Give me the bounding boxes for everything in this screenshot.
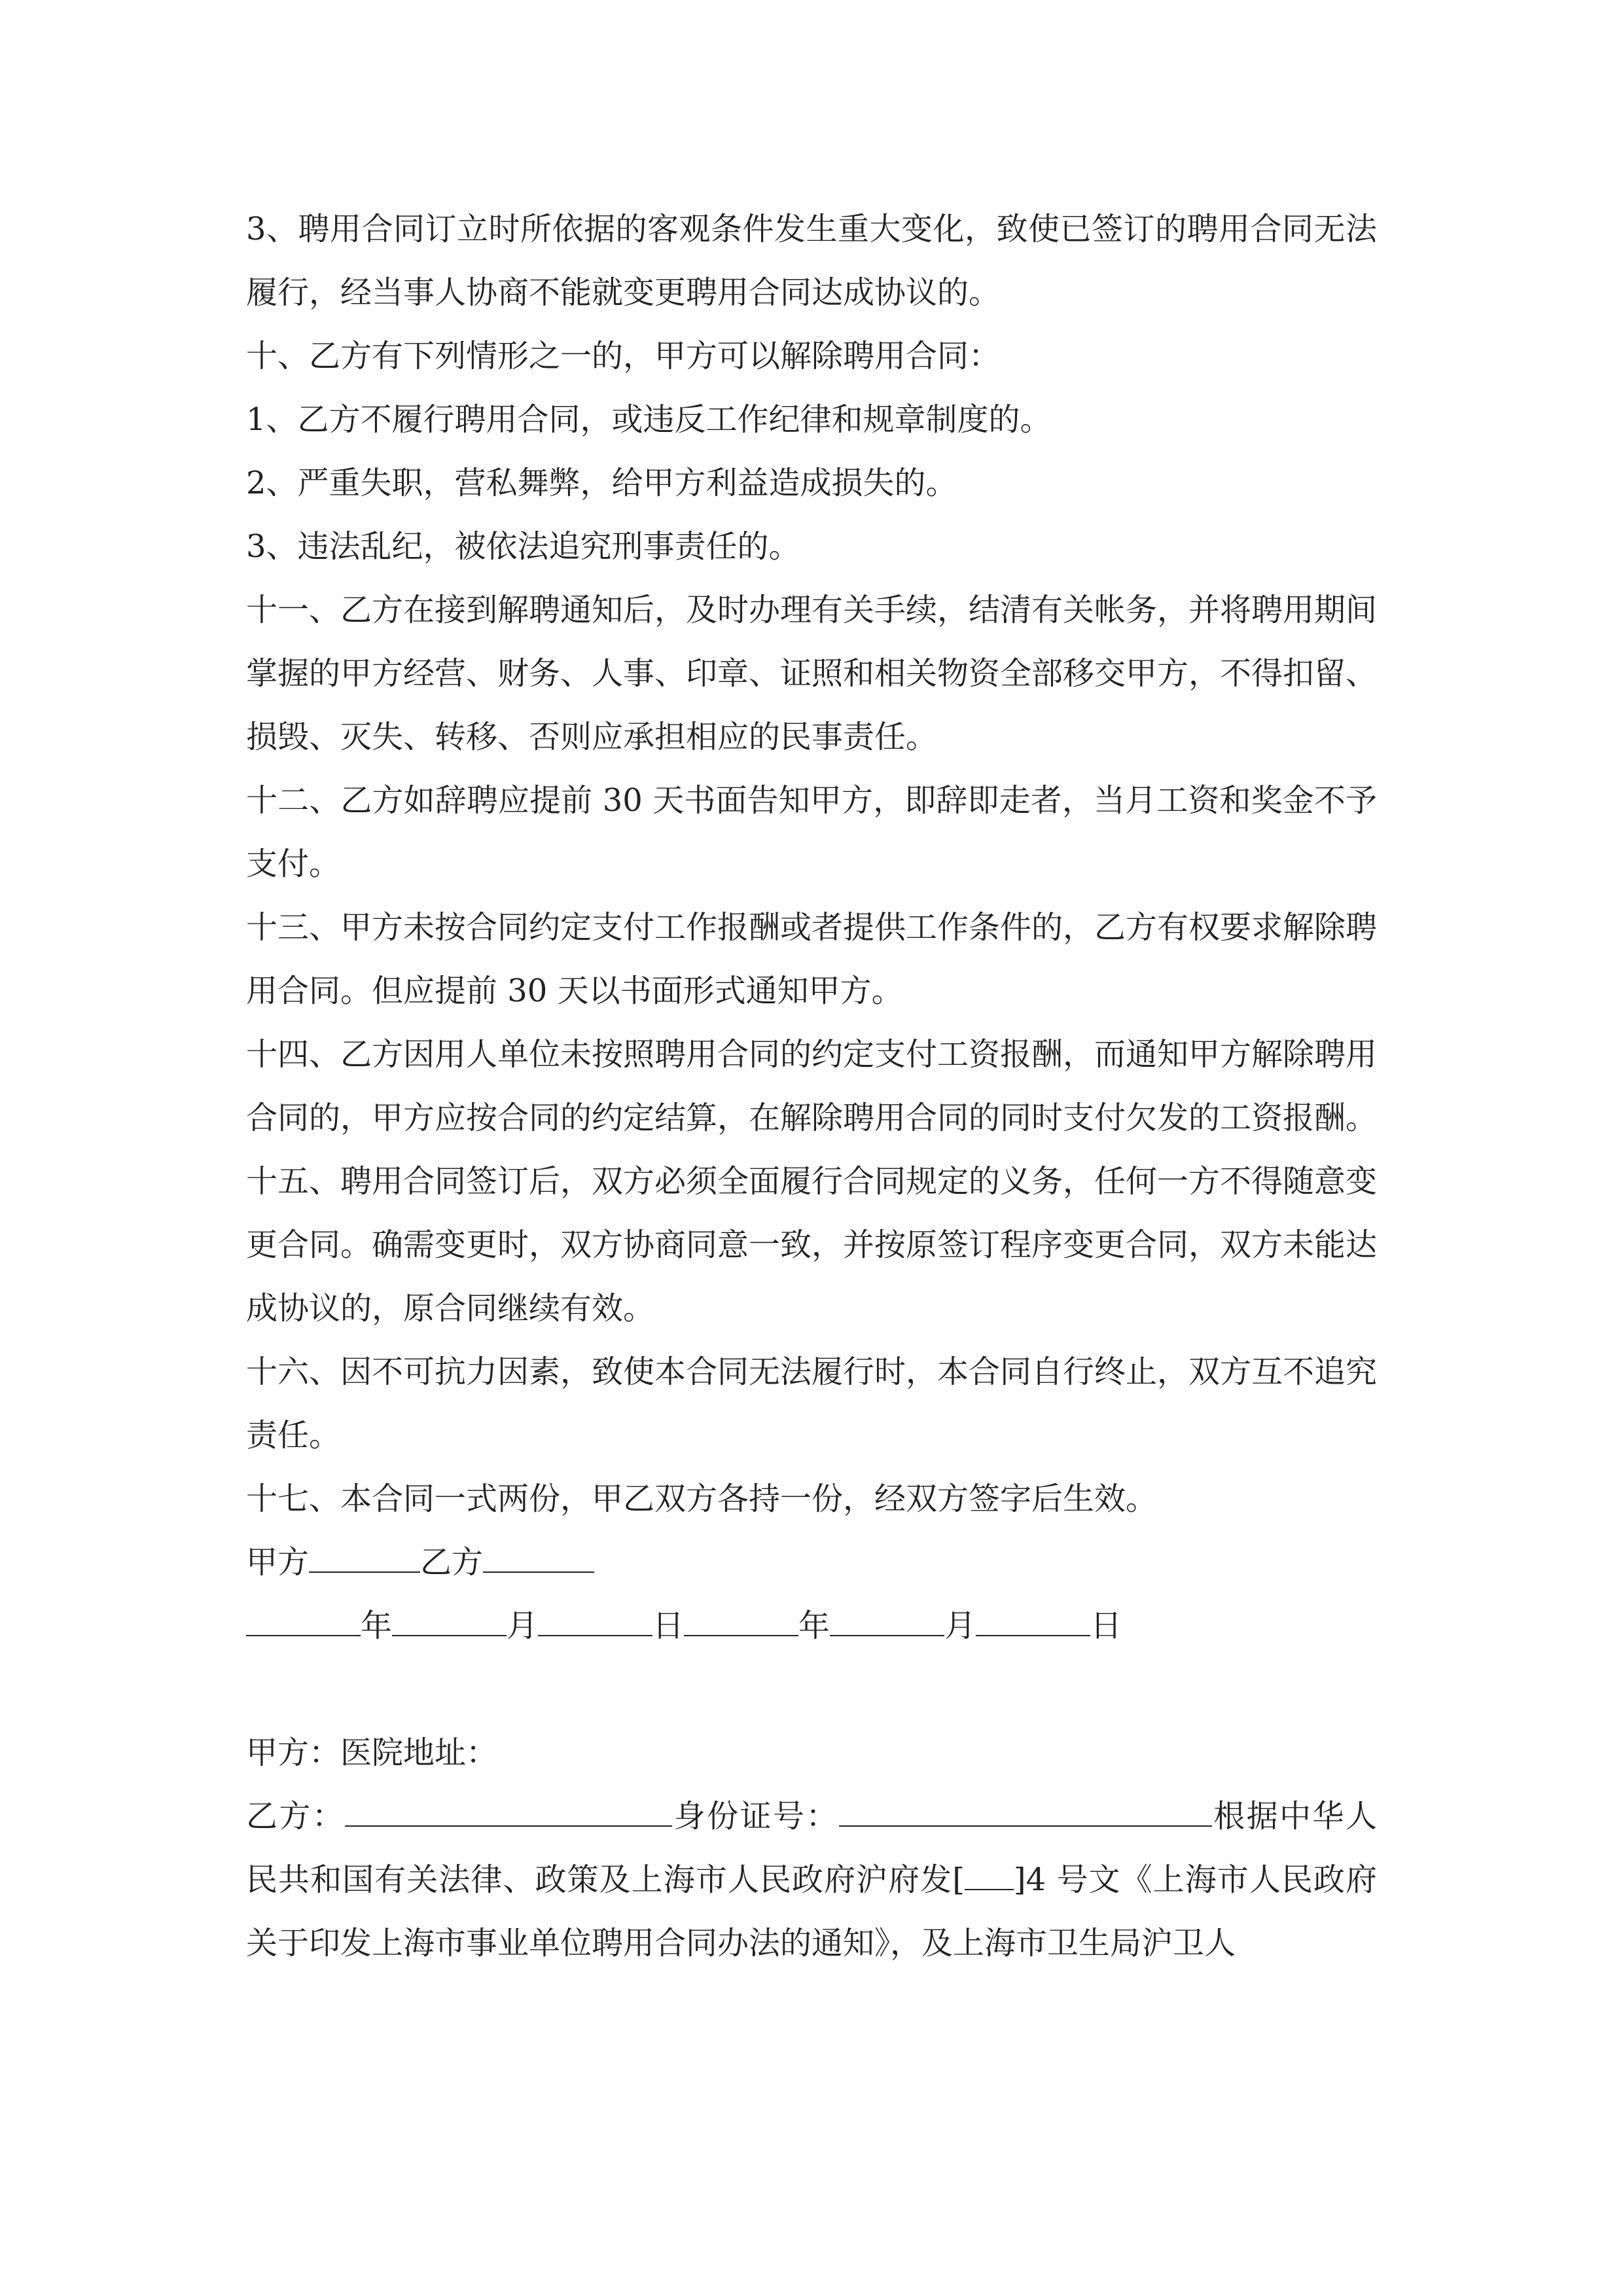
clause-13: 十三、甲方未按合同约定支付工作报酬或者提供工作条件的，乙方有权要求解除聘用合同。但应提前 30 天以书面形式通知甲方。 [246, 909, 1378, 1009]
month-label-b: 月 [944, 1607, 976, 1644]
month-label-a: 月 [507, 1607, 539, 1644]
party-b-name-label: 乙方： [246, 1798, 346, 1835]
document-page [246, 198, 1377, 1975]
month-blank-b[interactable] [830, 1609, 944, 1636]
party-a-signature-blank[interactable] [309, 1545, 420, 1573]
day-label-a: 日 [652, 1607, 685, 1644]
day-label-b: 日 [1090, 1607, 1122, 1644]
clause-10-item-3: 3、违法乱纪，被依法追究刑事责任的。 [246, 528, 800, 565]
intro-text-part-2: ]4 号文《上海市人民政府关于印发上海市事业单位聘用合同办法的通知》，及上海市卫生局沪卫人 [246, 1861, 1377, 1962]
day-blank-a[interactable] [538, 1609, 652, 1636]
clause-9-item-3: 3、聘用合同订立时所依据的客观条件发生重大变化，致使已签订的聘用合同无法履行，经当事人协商不能就变更聘用合同达成协议的。 [246, 211, 1377, 311]
clause-16: 十六、因不可抗力因素，致使本合同无法履行时，本合同自行终止，双方互不追究责任。 [246, 1354, 1378, 1454]
year-label-b: 年 [798, 1607, 830, 1644]
clause-17: 十七、本合同一式两份，甲乙双方各持一份，经双方签字后生效。 [246, 1480, 1158, 1517]
party-a-address-line: 甲方：医院地址： [246, 1734, 498, 1771]
date-line [246, 1594, 1377, 1658]
party-b-name-blank[interactable] [345, 1799, 672, 1827]
section-gap [246, 1658, 1377, 1721]
intro-text-part-1: 根据中华人民共和国有关法律、政策及上海市人民政府沪府发[ [246, 1798, 1377, 1898]
id-number-label: 身份证号： [672, 1798, 839, 1835]
year-blank-a[interactable] [246, 1609, 361, 1636]
year-label-a: 年 [361, 1607, 393, 1644]
clause-10: 十、乙方有下列情形之一的，甲方可以解除聘用合同： [246, 338, 1001, 374]
clause-12: 十二、乙方如辞聘应提前 30 天书面告知甲方，即辞即走者，当月工资和奖金不予支付。 [246, 782, 1377, 882]
year-blank-b[interactable] [684, 1609, 798, 1636]
clause-10-item-2: 2、严重失职，营私舞弊，给甲方利益造成损失的。 [246, 465, 957, 501]
month-blank-a[interactable] [392, 1609, 507, 1636]
contract-intro [246, 1785, 1377, 1975]
party-b-signature-blank[interactable] [483, 1545, 594, 1573]
clause-10-item-1: 1、乙方不履行聘用合同，或违反工作纪律和规章制度的。 [246, 401, 1052, 438]
clause-14: 十四、乙方因用人单位未按照聘用合同的约定支付工资报酬，而通知甲方解除聘用合同的，甲方应按合同的约定结算，在解除聘用合同的同时支付欠发的工资报酬。 [246, 1036, 1378, 1136]
document-number-blank[interactable] [965, 1863, 1014, 1890]
party-b-label: 乙方 [420, 1544, 484, 1581]
id-number-blank[interactable] [839, 1799, 1212, 1827]
day-blank-b[interactable] [976, 1609, 1090, 1636]
signature-line [246, 1531, 1377, 1594]
party-a-label: 甲方 [246, 1544, 310, 1581]
clause-11: 十一、乙方在接到解聘通知后，及时办理有关手续，结清有关帐务，并将聘用期间掌握的甲方经营、财务、人事、印章、证照和相关物资全部移交甲方，不得扣留、损毁、灭失、转移、否则应承担相应的民事责任。 [246, 592, 1378, 755]
clause-15: 十五、聘用合同签订后，双方必须全面履行合同规定的义务，任何一方不得随意变更合同。确需变更时，双方协商同意一致，并按原签订程序变更合同，双方未能达成协议的，原合同继续有效。 [246, 1163, 1378, 1327]
